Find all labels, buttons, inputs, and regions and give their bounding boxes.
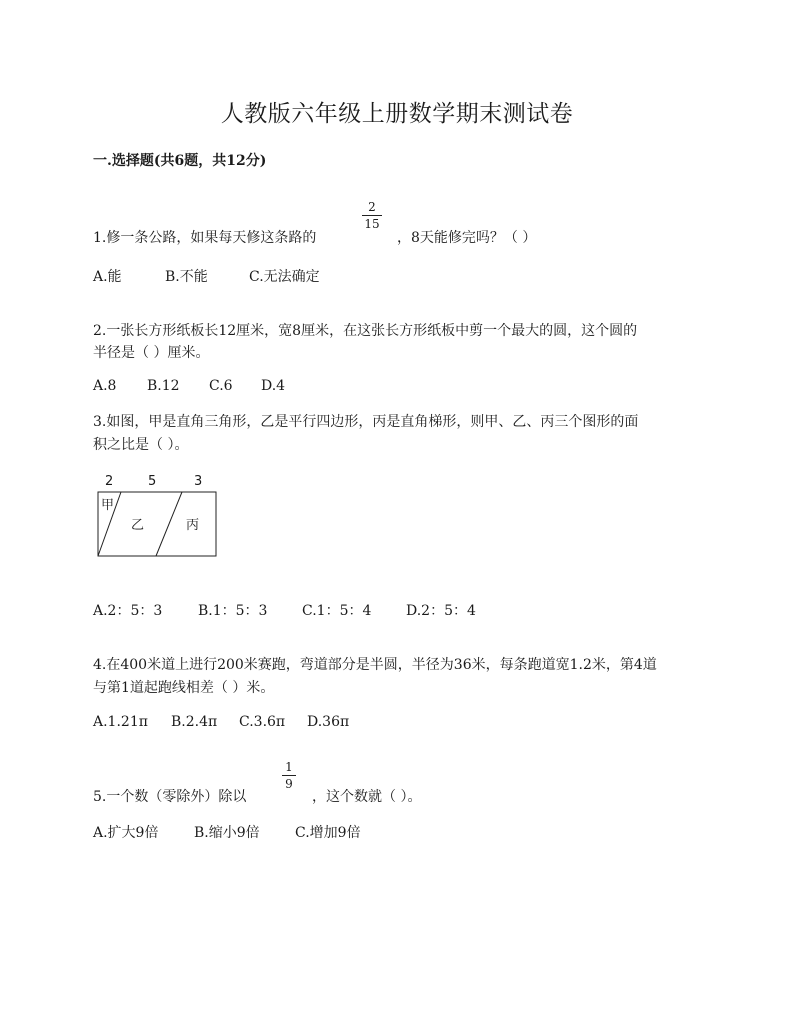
option-b[interactable]: B.2.4π (171, 714, 218, 730)
option-a[interactable]: A.能 (93, 269, 122, 285)
option-b[interactable]: B.不能 (165, 269, 208, 285)
question-2-options (93, 378, 285, 394)
question-3-options (93, 600, 476, 620)
question-3-line-2: 积之比是（ ）。 (93, 437, 189, 453)
option-a[interactable]: A.8 (93, 378, 117, 394)
fraction-numerator: 2 (368, 200, 376, 214)
option-d[interactable]: D.36π (307, 714, 350, 730)
figure-label-2: 2 (105, 474, 114, 489)
fraction-numerator: 1 (285, 760, 293, 774)
question-1-options (93, 266, 320, 286)
shape-label-yi: 乙 (131, 518, 145, 533)
question-2-line-1: 2.一张长方形纸板长12厘米，宽8厘米，在这张长方形纸板中剪一个最大的圆，这个圆的 (93, 323, 638, 339)
shapes-figure (96, 490, 220, 560)
shape-label-bing: 丙 (186, 518, 200, 533)
question-1-fraction (362, 200, 382, 231)
option-c[interactable]: C.3.6π (239, 714, 286, 730)
question-5-text-before: 5.一个数（零除外）除以 (93, 789, 247, 805)
option-d[interactable]: D.4 (261, 378, 286, 394)
question-5-text-after: ，这个数就（ ）。 (312, 789, 422, 805)
question-1-text-before: 1.修一条公路，如果每天修这条路的 (93, 230, 317, 246)
option-c[interactable]: C.增加9倍 (295, 825, 361, 841)
shape-label-jia: 甲 (101, 498, 115, 513)
option-c[interactable]: C.1：5：4 (302, 603, 372, 619)
option-c[interactable]: C.无法确定 (249, 269, 320, 285)
option-b[interactable]: B.12 (147, 378, 180, 394)
option-a[interactable]: A.2：5：3 (93, 603, 163, 619)
option-d[interactable]: D.2：5：4 (406, 603, 476, 619)
divider-line-2 (156, 492, 182, 556)
fraction-denominator: 9 (285, 777, 293, 791)
option-b[interactable]: B.1：5：3 (198, 603, 268, 619)
question-5-fraction (282, 760, 296, 791)
figure-label-5: 5 (148, 474, 157, 489)
question-5-options (93, 822, 361, 842)
option-a[interactable]: A.扩大9倍 (93, 825, 159, 841)
option-a[interactable]: A.1.21π (93, 714, 148, 730)
option-c[interactable]: C.6 (209, 378, 233, 394)
question-3-line-1: 3.如图，甲是直角三角形，乙是平行四边形，丙是直角梯形，则甲、乙、丙三个图形的面 (93, 414, 639, 430)
question-4-line-1: 4.在400米道上进行200米赛跑，弯道部分是半圆，半径为36米，每条跑道宽1.2米，第4道 (93, 657, 657, 673)
question-1-text-after: ，8天能修完吗？（ ） (397, 230, 537, 246)
question-4-options (93, 714, 349, 730)
question-2-line-2: 半径是（ ）厘米。 (93, 345, 210, 361)
section-heading: 一.选择题(共6题，共12分) (93, 153, 267, 169)
figure-label-3: 3 (194, 474, 203, 489)
fraction-denominator: 15 (364, 217, 380, 231)
page-title: 人教版六年级上册数学期末测试卷 (220, 101, 574, 127)
option-b[interactable]: B.缩小9倍 (194, 825, 260, 841)
question-4-line-2: 与第1道起跑线相差（ ）米。 (93, 680, 275, 696)
